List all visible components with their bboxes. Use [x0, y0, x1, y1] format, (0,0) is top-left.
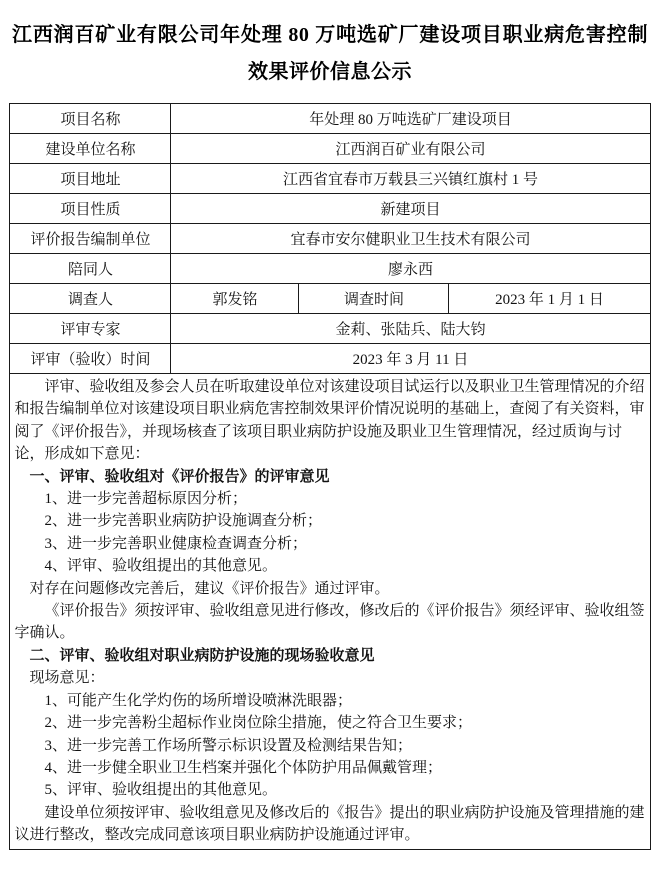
field-value-construction-unit: 江西润百矿业有限公司	[171, 134, 650, 164]
section2-item-2: 2、进一步完善粉尘超标作业岗位除尘措施，使之符合卫生要求；	[44, 715, 472, 732]
field-label-project-address: 项目地址	[10, 164, 171, 194]
table-row-project-address	[10, 164, 650, 194]
field-value-project-name: 年处理 80 万吨选矿厂建设项目	[171, 104, 650, 134]
section1-item-1: 1、进一步完善超标原因分析；	[44, 491, 247, 508]
table-row-report-unit	[10, 224, 650, 254]
field-label-investigation-time: 调查时间	[299, 284, 449, 314]
table-row-review-experts	[10, 314, 650, 344]
info-table	[9, 103, 650, 850]
section2-item-3: 3、进一步完善工作场所警示标识设置及检测结果告知；	[44, 737, 412, 754]
table-row-review-time	[10, 344, 650, 374]
section1-item-2: 2、进一步完善职业病防护设施调查分析；	[44, 513, 322, 530]
field-label-construction-unit: 建设单位名称	[10, 134, 171, 164]
field-value-investigator: 郭发铭	[171, 284, 299, 314]
section2-conclusion: 建设单位须按评审、验收组意见及修改后的《报告》提出的职业病防护设施及管理措施的建议进行整改，整改完成同意该项目职业病防护设施通过评审。	[14, 804, 645, 844]
section2-item-1: 1、可能产生化学灼伤的场所增设喷淋洗眼器；	[44, 692, 352, 709]
field-value-review-time: 2023 年 3 月 11 日	[171, 344, 650, 374]
field-label-report-unit: 评价报告编制单位	[10, 224, 171, 254]
document-title: 江西润百矿业有限公司年处理 80 万吨选矿厂建设项目职业病危害控制效果评价信息公示	[12, 24, 648, 83]
section1-heading: 一、评审、验收组对《评价报告》的评审意见	[29, 468, 330, 485]
table-row-project-name	[10, 104, 650, 134]
section1-conclusion: 对存在问题修改完善后，建议《评价报告》通过评审。	[29, 580, 390, 597]
field-label-accompanying-person: 陪同人	[10, 254, 171, 284]
field-value-review-experts: 金莉、张陆兵、陆大钧	[171, 314, 650, 344]
table-row-investigator	[10, 284, 650, 314]
opinion-cell	[10, 374, 650, 850]
field-value-project-address: 江西省宜春市万载县三兴镇红旗村 1 号	[171, 164, 650, 194]
field-value-investigation-time: 2023 年 1 月 1 日	[449, 284, 650, 314]
table-row-accompanying-person	[10, 254, 650, 284]
section1-item-3: 3、进一步完善职业健康检查调查分析；	[44, 535, 307, 552]
table-row-opinion	[10, 374, 650, 850]
field-value-project-nature: 新建项目	[171, 194, 650, 224]
field-label-review-experts: 评审专家	[10, 314, 171, 344]
section2-item-5: 5、评审、验收组提出的其他意见。	[44, 782, 277, 799]
field-label-project-name: 项目名称	[10, 104, 171, 134]
field-label-investigator: 调查人	[10, 284, 171, 314]
section2-item-4: 4、进一步健全职业卫生档案并强化个体防护用品佩戴管理；	[44, 759, 442, 776]
field-label-review-time: 评审（验收）时间	[10, 344, 171, 374]
table-row-project-nature	[10, 194, 650, 224]
field-value-accompanying-person: 廖永西	[171, 254, 650, 284]
table-row-construction-unit	[10, 134, 650, 164]
section2-site-label: 现场意见：	[29, 670, 105, 687]
opinion-intro: 评审、验收组及参会人员在听取建设单位对该建设项目试运行以及职业卫生管理情况的介绍和报告编制单位对该建设项目职业病危害控制效果评价情况说明的基础上，查阅了有关资料，审阅了《评价报告》，并现场核查了该项目职业病防护设施及职业卫生管理情况，经过质询与讨论，形成如下意见：	[14, 379, 645, 463]
field-value-report-unit: 宜春市安尔健职业卫生技术有限公司	[171, 224, 650, 254]
section1-note: 《评价报告》须按评审、验收组意见进行修改，修改后的《评价报告》须经评审、验收组签字确认。	[14, 603, 645, 642]
section2-heading: 二、评审、验收组对职业病防护设施的现场验收意见	[29, 647, 375, 664]
section1-item-4: 4、评审、验收组提出的其他意见。	[44, 558, 277, 575]
field-label-project-nature: 项目性质	[10, 194, 171, 224]
